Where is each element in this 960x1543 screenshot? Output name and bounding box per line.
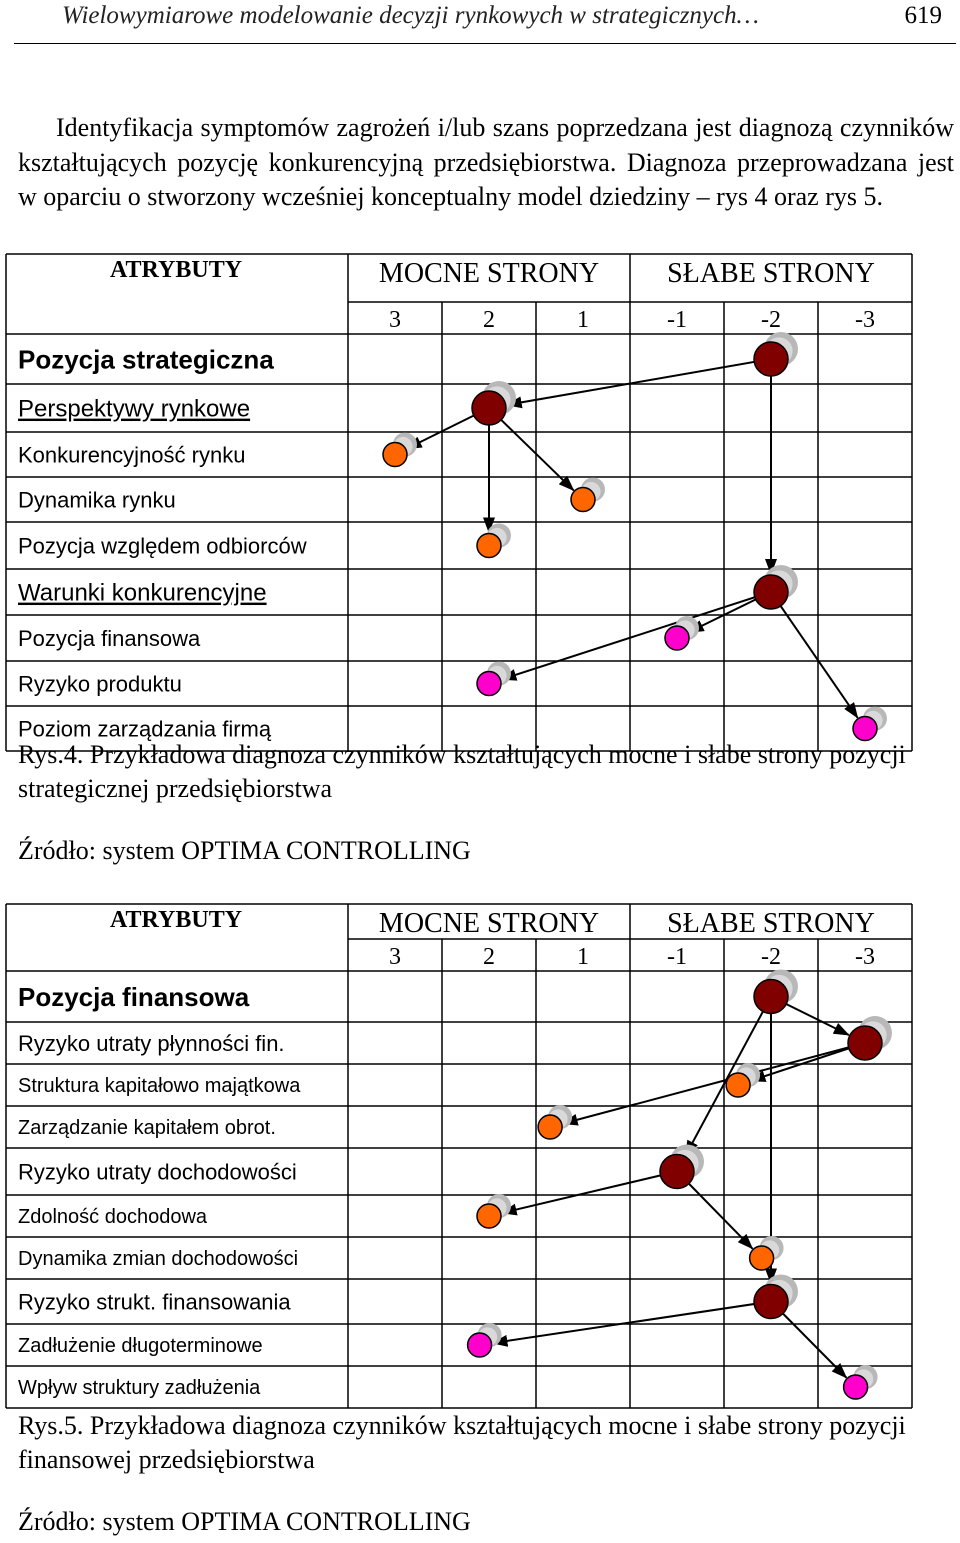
row-label: Ryzyko utraty płynności fin. (18, 1030, 285, 1056)
arrow (502, 1172, 677, 1214)
scale-label: 2 (483, 944, 495, 970)
scale-label: -3 (855, 944, 875, 970)
row-label: Pozycja względem odbiorców (18, 533, 307, 559)
scale-label: -3 (855, 307, 875, 333)
node-marker (754, 1285, 788, 1319)
scale-label: 1 (577, 307, 589, 333)
page-number: 619 (904, 2, 942, 29)
strong-sides-header: MOCNE STRONY (378, 908, 600, 939)
node-marker (726, 1073, 750, 1097)
row-label: Pozycja finansowa (18, 625, 201, 651)
node-marker (754, 342, 788, 376)
node-marker (750, 1246, 774, 1270)
scale-label: 1 (577, 944, 589, 970)
scale-label: -2 (761, 307, 781, 333)
weak-sides-header: SŁABE STRONY (667, 258, 875, 289)
row-label: Zarządzanie kapitałem obrot. (18, 1117, 276, 1140)
figure-4-caption: Rys.4. Przykładowa diagnoza czynników kształtujących mocne i słabe strony pozycji strategicznej przedsiębiorstwa (18, 740, 906, 803)
node-marker (571, 488, 595, 512)
row-label: Zdolność dochodowa (18, 1206, 208, 1229)
node-marker (660, 1155, 694, 1189)
node-marker (477, 534, 501, 558)
node-marker (468, 1333, 492, 1357)
row-label: Perspektywy rynkowe (18, 395, 251, 423)
arrow (492, 1302, 771, 1344)
scale-label: 3 (389, 944, 401, 970)
figure-4-diagram (0, 250, 960, 740)
node-marker (848, 1026, 882, 1060)
node-marker (844, 1375, 868, 1399)
attributes-header: ATRYBUTY (109, 257, 243, 283)
row-label: Zadłużenie długoterminowe (18, 1335, 263, 1358)
row-label: Dynamika rynku (18, 487, 176, 513)
row-label: Ryzyko utraty dochodowości (18, 1159, 297, 1185)
intro-paragraph: Identyfikacja symptomów zagrożeń i/lub szans poprzedzana jest diagnozą czynników kształtujących pozycję konkurencyjną przedsiębiorstwa. Diagnoza przeprowadzana jest w oparciu o stworzony wcześniej konceptualny model dziedziny – rys 4 oraz rys 5. (18, 113, 954, 211)
running-head (18, 2, 948, 42)
row-label: Struktura kapitałowo majątkowa (18, 1075, 301, 1098)
figure-4-source: Źródło: system OPTIMA CONTROLLING (18, 836, 471, 865)
arrow (771, 592, 858, 718)
attributes-header: ATRYBUTY (109, 907, 243, 933)
node-marker (754, 980, 788, 1014)
weak-sides-header: SŁABE STRONY (667, 908, 875, 939)
row-label: Poziom zarządzania firmą (18, 716, 272, 742)
row-label: Pozycja finansowa (18, 981, 250, 1012)
arrow (750, 1043, 865, 1081)
row-label: Ryzyko strukt. finansowania (18, 1289, 291, 1315)
row-label: Konkurencyjność rynku (18, 442, 246, 468)
row-label: Ryzyko produktu (18, 671, 182, 697)
header-rule (14, 43, 956, 44)
strong-sides-header: MOCNE STRONY (378, 258, 600, 289)
node-marker (754, 575, 788, 609)
node-marker (538, 1115, 562, 1139)
node-marker (477, 1204, 501, 1228)
node-marker (665, 626, 689, 650)
arrow (501, 592, 771, 679)
node-marker (383, 443, 407, 467)
row-label: Wpływ struktury zadłużenia (18, 1377, 261, 1400)
figure-5-diagram (0, 900, 960, 1410)
scale-label: 2 (483, 307, 495, 333)
figure-5-source: Źródło: system OPTIMA CONTROLLING (18, 1507, 471, 1536)
row-label: Dynamika zmian dochodowości (18, 1248, 299, 1271)
row-label: Warunki konkurencyjne (18, 579, 267, 607)
arrow (507, 359, 771, 405)
node-marker (853, 717, 877, 741)
arrow (563, 1043, 865, 1124)
running-title: Wielowymiarowe modelowanie decyzji rynkowych w strategicznych… (62, 2, 759, 29)
figure-5-caption: Rys.5. Przykładowa diagnoza czynników kształtujących mocne i słabe strony pozycji finansowej przedsiębiorstwa (18, 1411, 906, 1474)
scale-label: -1 (667, 944, 687, 970)
node-marker (477, 672, 501, 696)
row-label: Pozycja strategiczna (18, 344, 274, 375)
node-marker (472, 391, 506, 425)
scale-label: -1 (667, 307, 687, 333)
scale-label: 3 (389, 307, 401, 333)
scale-label: -2 (761, 944, 781, 970)
